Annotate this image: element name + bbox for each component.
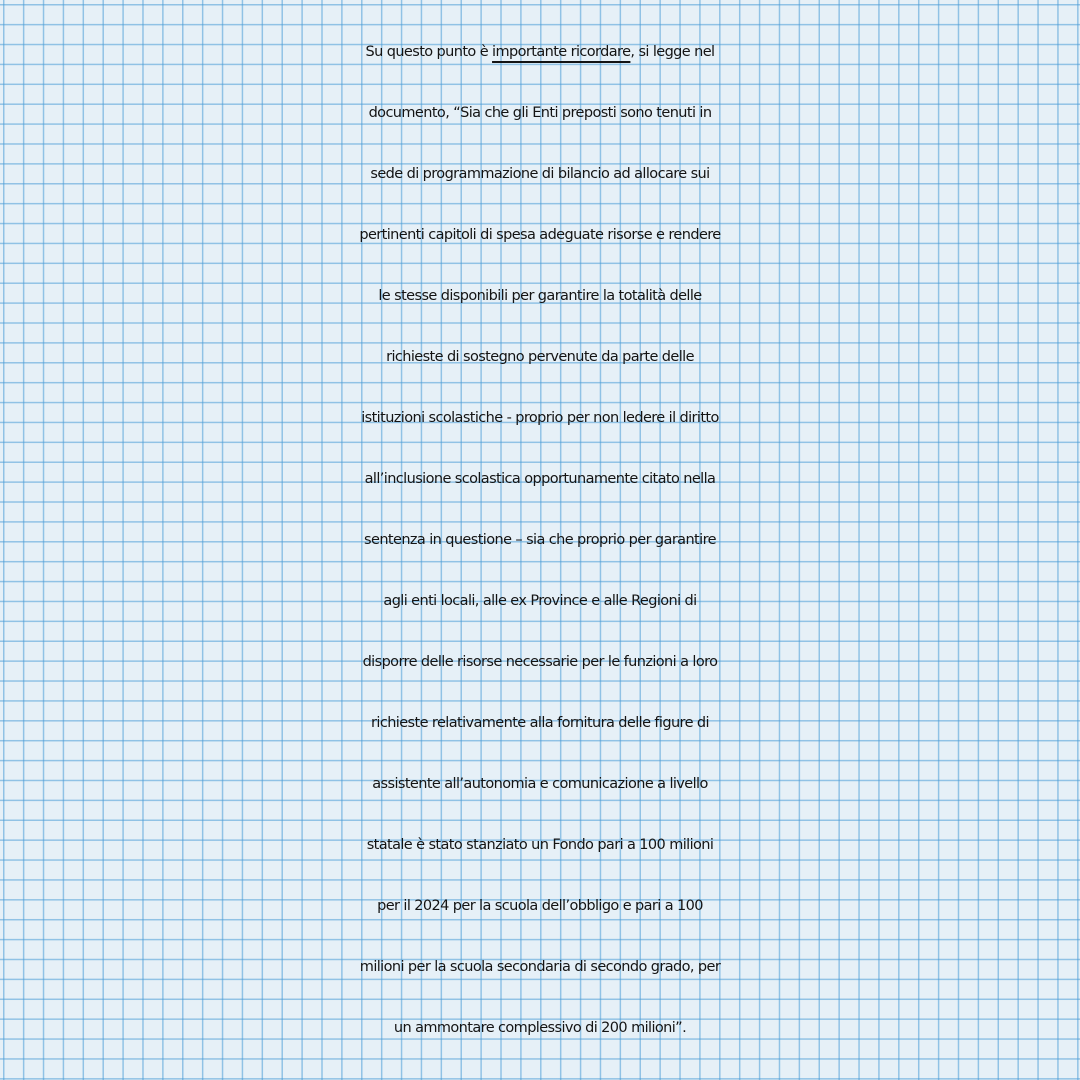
underlined-emphasis: importante ricordare: [492, 44, 631, 60]
text-line-11: disporre delle risorse necessarie per le funzioni a loro: [362, 654, 718, 670]
text-line-5: le stesse disponibili per garantire la totalità delle: [378, 288, 702, 304]
text-line-8: all’inclusione scolastica opportunamente citato nella: [364, 471, 716, 487]
text-line-14: statale è stato stanziato un Fondo pari a 100 milioni: [366, 837, 714, 853]
text-line-16: milioni per la scuola secondaria di secondo grado, per: [359, 959, 721, 975]
text-line-13: assistente all’autonomia e comunicazione a livello: [372, 776, 708, 792]
text-line-1-end: , si legge nel: [630, 44, 715, 60]
text-line-15: per il 2024 per la scuola dell’obbligo e pari a 100: [377, 898, 703, 914]
quote-text-block: [0, 22, 1080, 1059]
text-line-7: istituzioni scolastiche - proprio per non ledere il diritto: [361, 410, 719, 426]
text-line-1: [0, 22, 1080, 83]
text-line-9: sentenza in questione – sia che proprio per garantire: [364, 532, 716, 548]
text-line-17: un ammontare complessivo di 200 milioni”.: [393, 1020, 687, 1036]
text-line-1-start: Su questo punto è: [365, 44, 493, 60]
text-line-3: sede di programmazione di bilancio ad allocare sui: [370, 166, 710, 182]
text-line-6: richieste di sostegno pervenute da parte delle: [386, 349, 694, 365]
text-line-12: richieste relativamente alla fornitura delle figure di: [371, 715, 709, 731]
text-line-10: agli enti locali, alle ex Province e alle Regioni di: [383, 593, 697, 609]
text-line-4: pertinenti capitoli di spesa adeguate risorse e rendere: [359, 227, 721, 243]
text-line-2: documento, “Sia che gli Enti preposti sono tenuti in: [368, 105, 712, 121]
